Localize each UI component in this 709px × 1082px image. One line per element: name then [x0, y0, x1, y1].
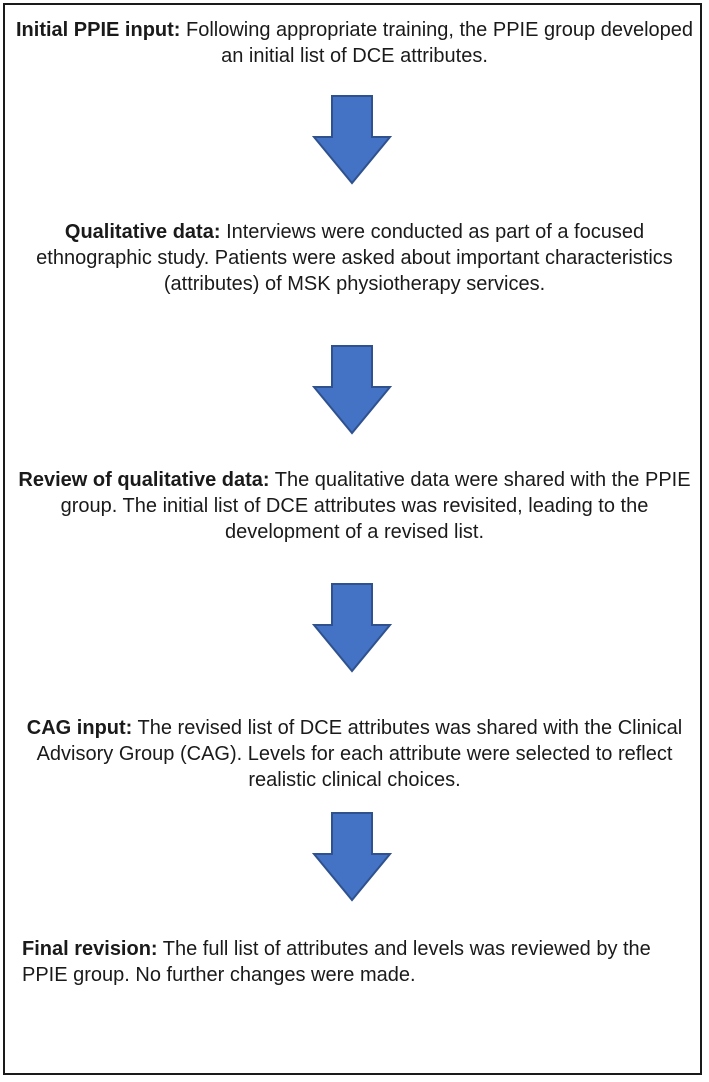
down-arrow-icon: [312, 812, 392, 902]
step-final-revision: [22, 936, 693, 988]
step-text: The revised list of DCE attributes was shared with the Clinical Advisory Group (CAG). Levels for each attribute were selected to reflect realistic clinical choices.: [36, 717, 683, 791]
step-label: Review of qualitative data:: [18, 469, 270, 491]
step-text: The full list of attributes and levels was reviewed by the PPIE group. No further changes were made.: [22, 938, 651, 986]
step-label: Initial PPIE input:: [16, 19, 181, 41]
step-initial-ppie-input: [16, 17, 693, 69]
down-arrow-icon: [312, 583, 392, 673]
down-arrow-icon: [312, 345, 392, 435]
step-review-qualitative-data: [16, 467, 693, 545]
step-cag-input: [16, 715, 693, 793]
step-label: Qualitative data:: [64, 221, 221, 243]
step-text: Following appropriate training, the PPIE group developed an initial list of DCE attributes.: [180, 19, 694, 67]
step-text: Interviews were conducted as part of a focused ethnographic study. Patients were asked about important characteristics (attributes) of MSK physiotherapy services.: [36, 221, 673, 295]
step-label: CAG input:: [26, 717, 133, 739]
down-arrow-icon: [312, 95, 392, 185]
step-qualitative-data: [16, 219, 693, 297]
step-label: Final revision:: [22, 938, 158, 960]
step-text: The qualitative data were shared with the PPIE group. The initial list of DCE attributes was revisited, leading to the development of a revised list.: [60, 469, 691, 543]
